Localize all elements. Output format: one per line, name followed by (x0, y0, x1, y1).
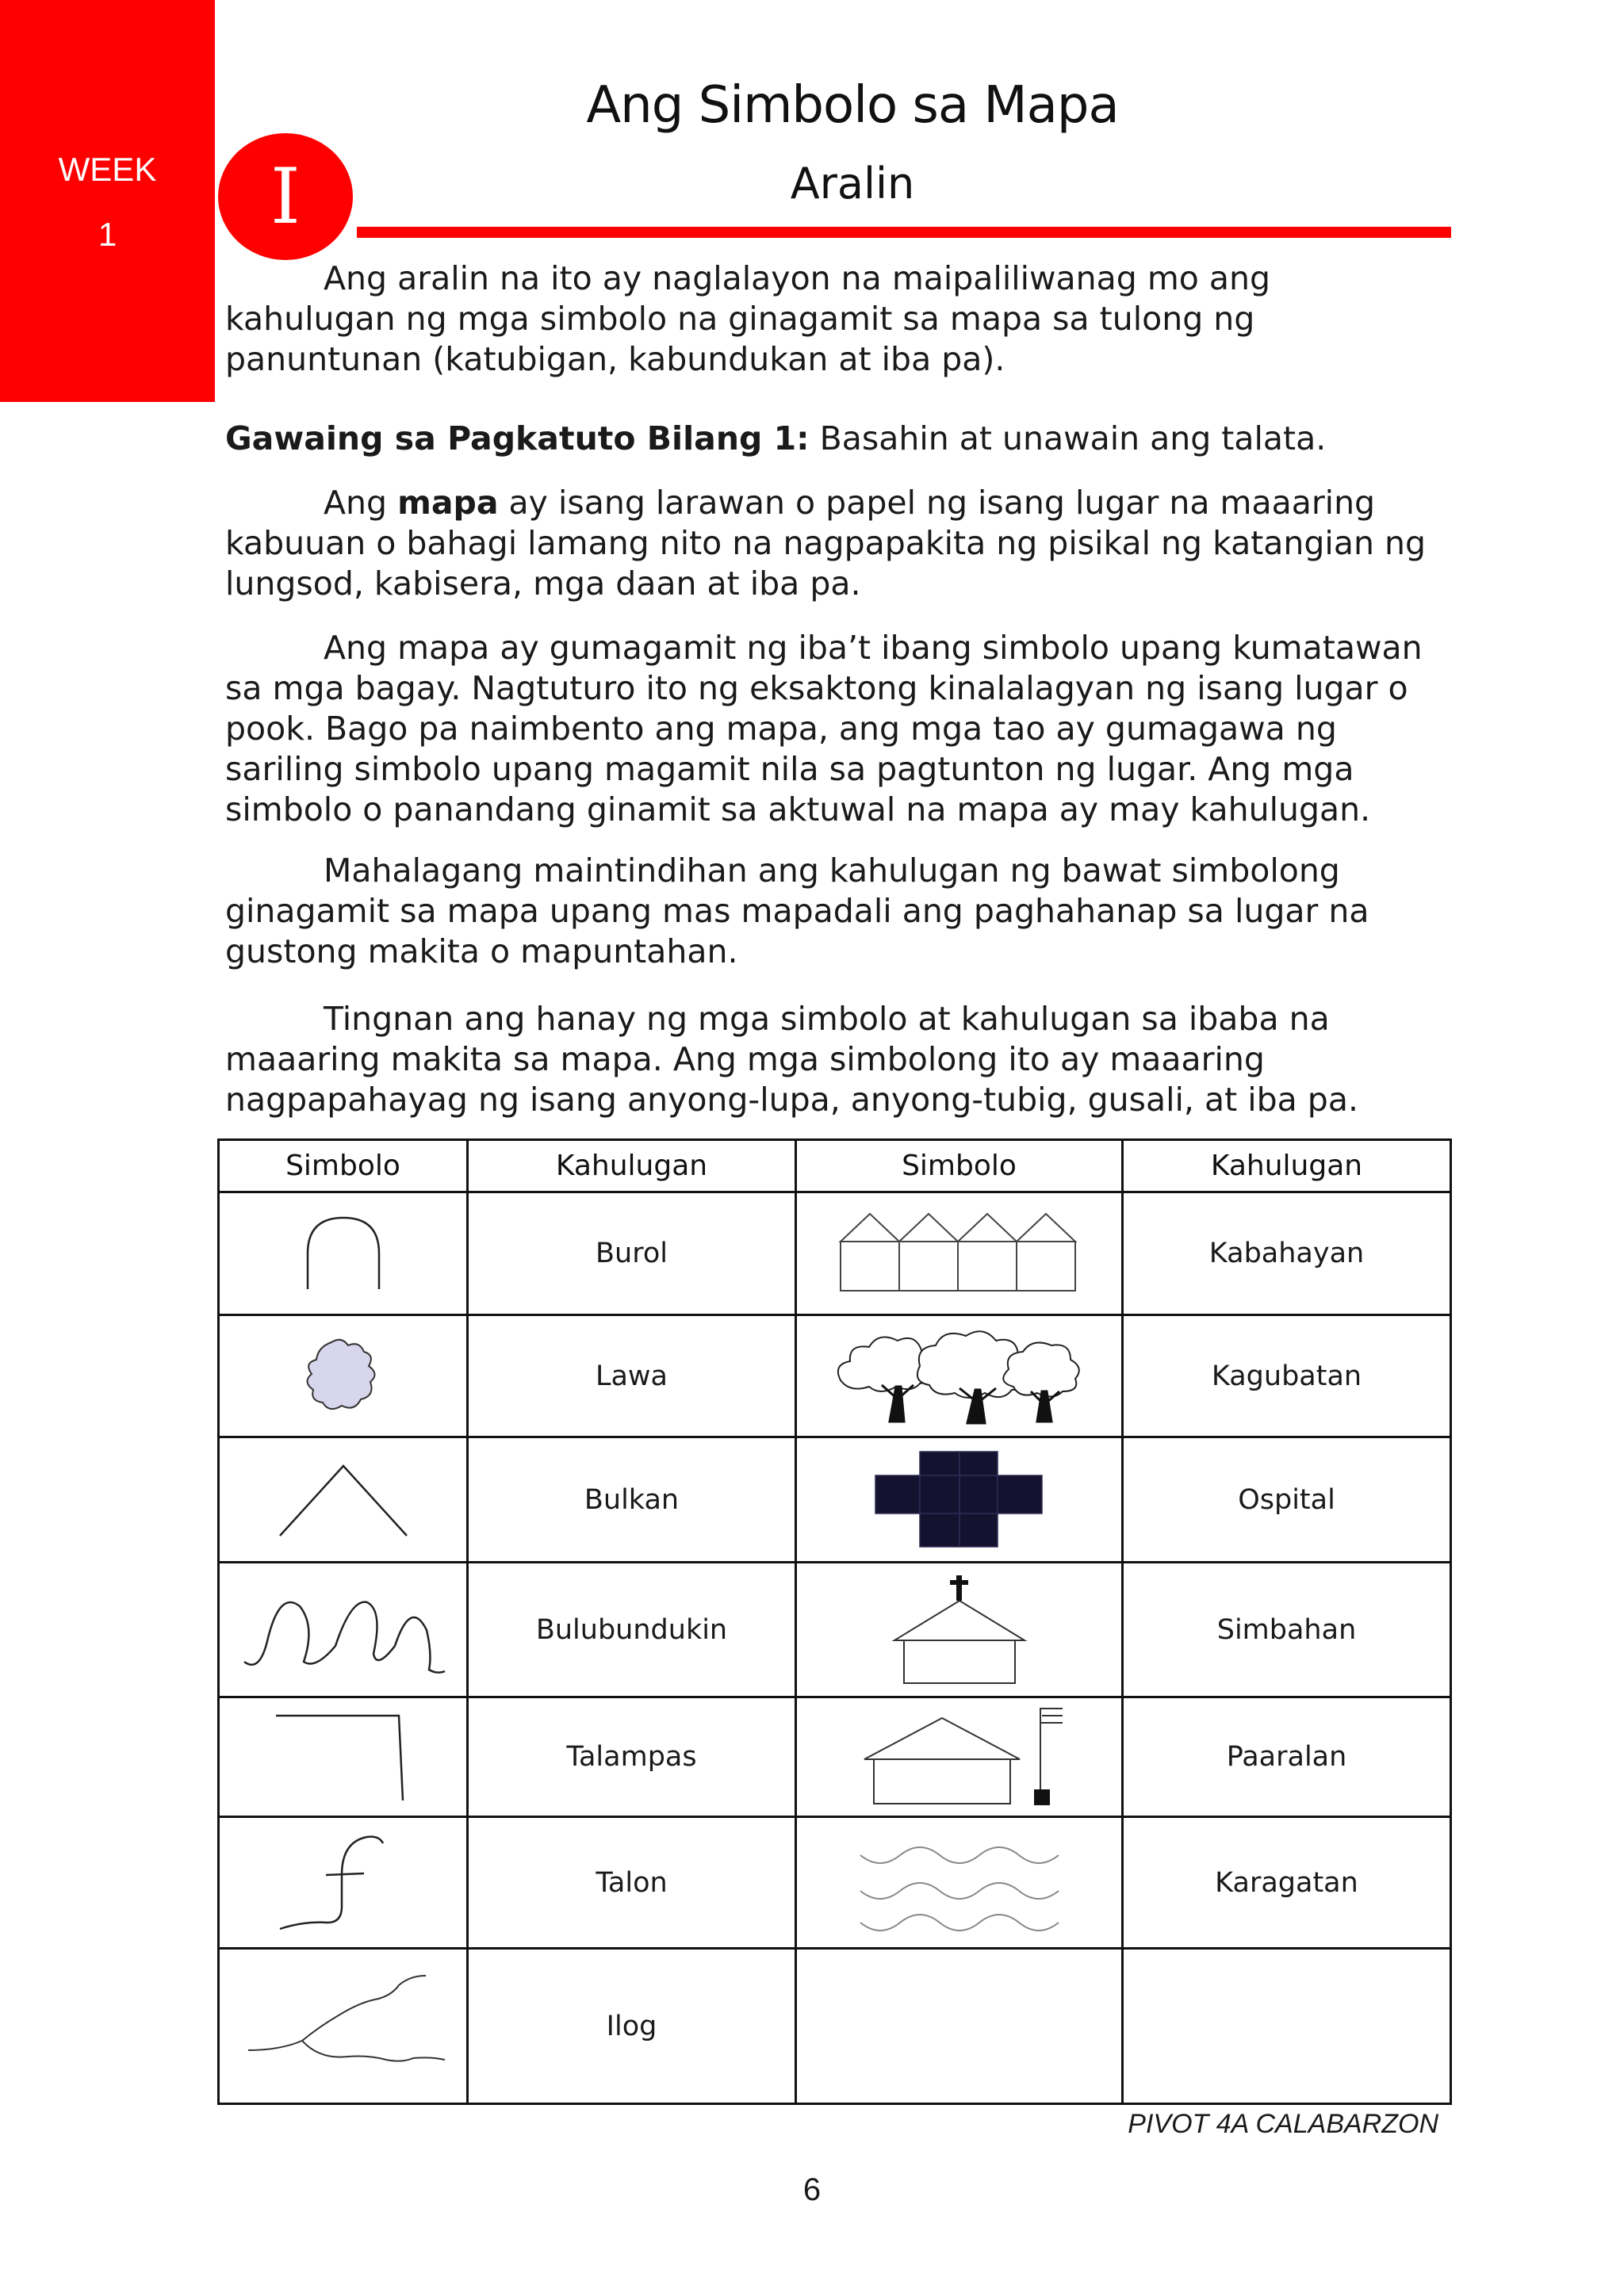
hills-range-symbol-icon (240, 1582, 446, 1678)
symbols-table (217, 1138, 1452, 2105)
school-symbol-icon (856, 1705, 1063, 1808)
symbol-cell (796, 1697, 1123, 1817)
paragraph-simbolo (225, 628, 1446, 830)
table-row (219, 1192, 1451, 1315)
plateau-symbol-icon (272, 1709, 415, 1804)
meaning-cell: Lawa (468, 1315, 796, 1437)
volcano-symbol-icon (272, 1456, 415, 1544)
symbol-cell (796, 1563, 1123, 1697)
header-kahulugan-1: Kahulugan (468, 1140, 796, 1192)
symbol-cell (796, 1437, 1123, 1563)
hospital-cross-icon (872, 1448, 1047, 1552)
lesson-marker: I (218, 133, 353, 260)
meaning-cell: Talampas (468, 1697, 796, 1817)
meaning-cell: Bulubundukin (468, 1563, 796, 1697)
hill-symbol-icon (288, 1210, 399, 1297)
meaning-cell: Ospital (1123, 1437, 1451, 1563)
p1-start: Ang (324, 484, 398, 522)
symbol-cell (219, 1315, 468, 1437)
activity-text: Basahin at unawain ang talata. (819, 419, 1327, 457)
paragraph-mahalaga (225, 851, 1446, 972)
lake-symbol-icon (296, 1333, 391, 1420)
church-symbol-icon (880, 1571, 1039, 1689)
symbol-cell (219, 1192, 468, 1315)
meaning-cell: Karagatan (1123, 1817, 1451, 1949)
meaning-cell: Paaralan (1123, 1697, 1451, 1817)
houses-symbol-icon (833, 1210, 1086, 1297)
symbol-cell (219, 1563, 468, 1697)
table-row (219, 1817, 1451, 1949)
meaning-cell: Burol (468, 1192, 796, 1315)
symbol-cell (796, 1817, 1123, 1949)
source-footer: PIVOT 4A CALABARZON (1128, 2109, 1438, 2139)
p1-rest: ay isang larawan o papel ng isang lugar na maaaring kabuuan o bahagi lamang nito na nagpapakita ng pisikal ng katangian ng lungsod, kabisera, mga daan at iba pa. (225, 484, 1426, 603)
activity-paragraph (225, 419, 1446, 459)
meaning-cell: Talon (468, 1817, 796, 1949)
symbol-cell (219, 1697, 468, 1817)
empty-symbol-cell (796, 1949, 1123, 2104)
empty-meaning-cell (1123, 1949, 1451, 2104)
p3-text: Mahalagang maintindihan ang kahulugan ng bawat simbolong ginagamit sa mapa upang mas mapadali ang paghahanap sa lugar na gustong makita o mapuntahan. (225, 851, 1369, 970)
ocean-waves-icon (852, 1823, 1067, 1942)
page-subtitle: Aralin (790, 159, 915, 209)
week-banner (0, 0, 215, 402)
table-row (219, 1949, 1451, 2104)
meaning-cell: Kagubatan (1123, 1315, 1451, 1437)
week-number: 1 (98, 216, 117, 253)
page-title: Ang Simbolo sa Mapa (586, 76, 1119, 135)
waterfall-symbol-icon (272, 1827, 415, 1938)
table-header-row (219, 1140, 1451, 1192)
meaning-cell: Ilog (468, 1949, 796, 2104)
table-row (219, 1315, 1451, 1437)
title-divider (357, 227, 1451, 238)
table-row (219, 1437, 1451, 1563)
page-number: 6 (802, 2172, 822, 2207)
meaning-cell: Bulkan (468, 1437, 796, 1563)
header-kahulugan-2: Kahulugan (1123, 1140, 1451, 1192)
activity-label: Gawaing sa Pagkatuto Bilang 1: (225, 419, 810, 457)
header-simbolo-2: Simbolo (796, 1140, 1123, 1192)
header-simbolo-1: Simbolo (219, 1140, 468, 1192)
forest-symbol-icon (833, 1325, 1086, 1428)
symbol-cell (219, 1817, 468, 1949)
symbol-cell (219, 1437, 468, 1563)
week-label: WEEK (58, 151, 157, 188)
paragraph-tingnan (225, 999, 1446, 1120)
meaning-cell: Simbahan (1123, 1563, 1451, 1697)
table-row (219, 1563, 1451, 1697)
symbol-cell (796, 1192, 1123, 1315)
paragraph-mapa (225, 483, 1446, 604)
p2-text: Ang mapa ay gumagamit ng iba’t ibang simbolo upang kumatawan sa mga bagay. Nagtuturo ito ng eksaktong kinalalagyan ng isang lugar o pook. Bago pa naimbento ang mapa, ang mga tao ay gumagawa ng sariling simbolo upang magamit nila sa pagtunton ng lugar. Ang mga simbolo o panandang ginamit sa aktuwal na mapa ay may kahulugan. (225, 629, 1423, 828)
table-row (219, 1697, 1451, 1817)
intro-text: Ang aralin na ito ay naglalayon na maipaliliwanag mo ang kahulugan ng mga simbolo na ginagamit sa mapa sa tulong ng panuntunan (katubigan, kabundukan at iba pa). (225, 259, 1271, 378)
river-symbol-icon (240, 1971, 446, 2082)
meaning-cell: Kabahayan (1123, 1192, 1451, 1315)
symbol-cell (219, 1949, 468, 2104)
keyword-mapa: mapa (397, 484, 499, 522)
symbol-cell (796, 1315, 1123, 1437)
p4-text: Tingnan ang hanay ng mga simbolo at kahulugan sa ibaba na maaaring makita sa mapa. Ang mga simbolong ito ay maaaring nagpapahayag ng isang anyong-lupa, anyong-tubig, gusali, at iba pa. (225, 1000, 1358, 1119)
intro-paragraph (225, 258, 1446, 380)
